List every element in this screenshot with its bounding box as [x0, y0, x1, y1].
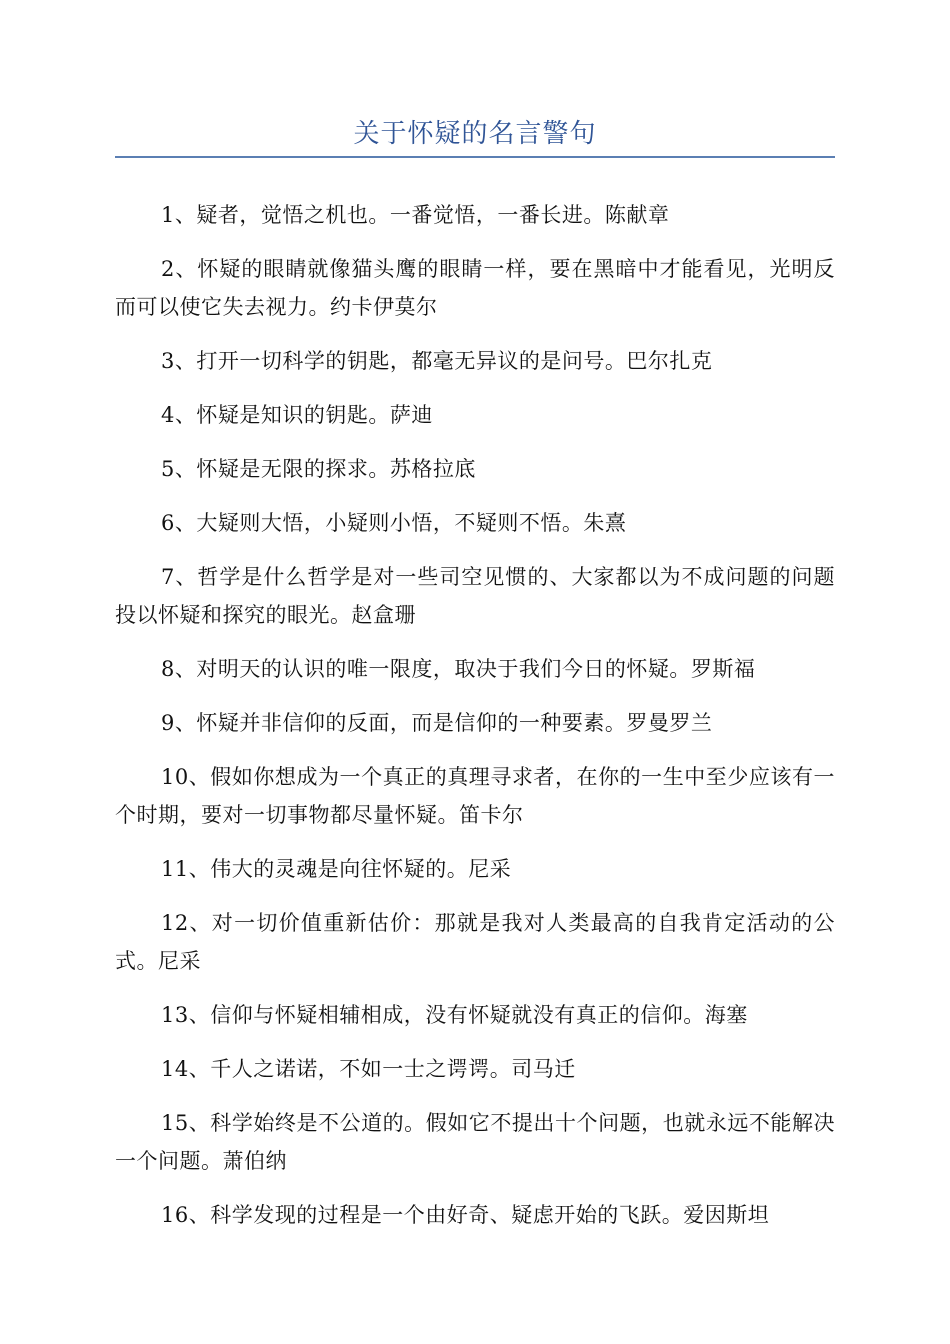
- quote-item: 3、打开一切科学的钥匙，都毫无异议的是问号。巴尔扎克: [161, 349, 713, 373]
- quote-item: 2、怀疑的眼睛就像猫头鹰的眼睛一样，要在黑暗中才能看见，光明反而可以使它失去视力。约卡伊莫尔: [115, 257, 835, 319]
- quote-item: 9、怀疑并非信仰的反面，而是信仰的一种要素。罗曼罗兰: [161, 711, 713, 735]
- title-bar: [115, 112, 835, 158]
- quote-item: 4、怀疑是知识的钥匙。萨迪: [161, 403, 433, 427]
- quote-item: 10、假如你想成为一个真正的真理寻求者，在你的一生中至少应该有一个时期，要对一切事物都尽量怀疑。笛卡尔: [115, 765, 835, 827]
- quote-item: 11、伟大的灵魂是向往怀疑的。尼采: [161, 857, 512, 881]
- quote-item: 5、怀疑是无限的探求。苏格拉底: [161, 457, 476, 481]
- quote-item: 12、对一切价值重新估价：那就是我对人类最高的自我肯定活动的公式。尼采: [115, 911, 835, 973]
- quote-item: 16、科学发现的过程是一个由好奇、疑虑开始的飞跃。爱因斯坦: [161, 1203, 770, 1227]
- quote-item: 7、哲学是什么哲学是对一些司空见惯的、大家都以为不成问题的问题投以怀疑和探究的眼光。赵盒珊: [115, 565, 835, 627]
- quote-item: 14、千人之诺诺，不如一士之谔谔。司马迁: [161, 1057, 576, 1081]
- quote-item: 15、科学始终是不公道的。假如它不提出十个问题，也就永远不能解决一个问题。萧伯纳: [115, 1111, 835, 1173]
- quote-item: 1、疑者，觉悟之机也。一番觉悟，一番长进。陈献章: [161, 203, 670, 227]
- quote-item: 8、对明天的认识的唯一限度，取决于我们今日的怀疑。罗斯福: [161, 657, 756, 681]
- quote-item: 13、信仰与怀疑相辅相成，没有怀疑就没有真正的信仰。海塞: [161, 1003, 748, 1027]
- page-title: 关于怀疑的名言警句: [353, 119, 597, 149]
- quote-item: 6、大疑则大悟，小疑则小悟，不疑则不悟。朱熹: [161, 511, 627, 535]
